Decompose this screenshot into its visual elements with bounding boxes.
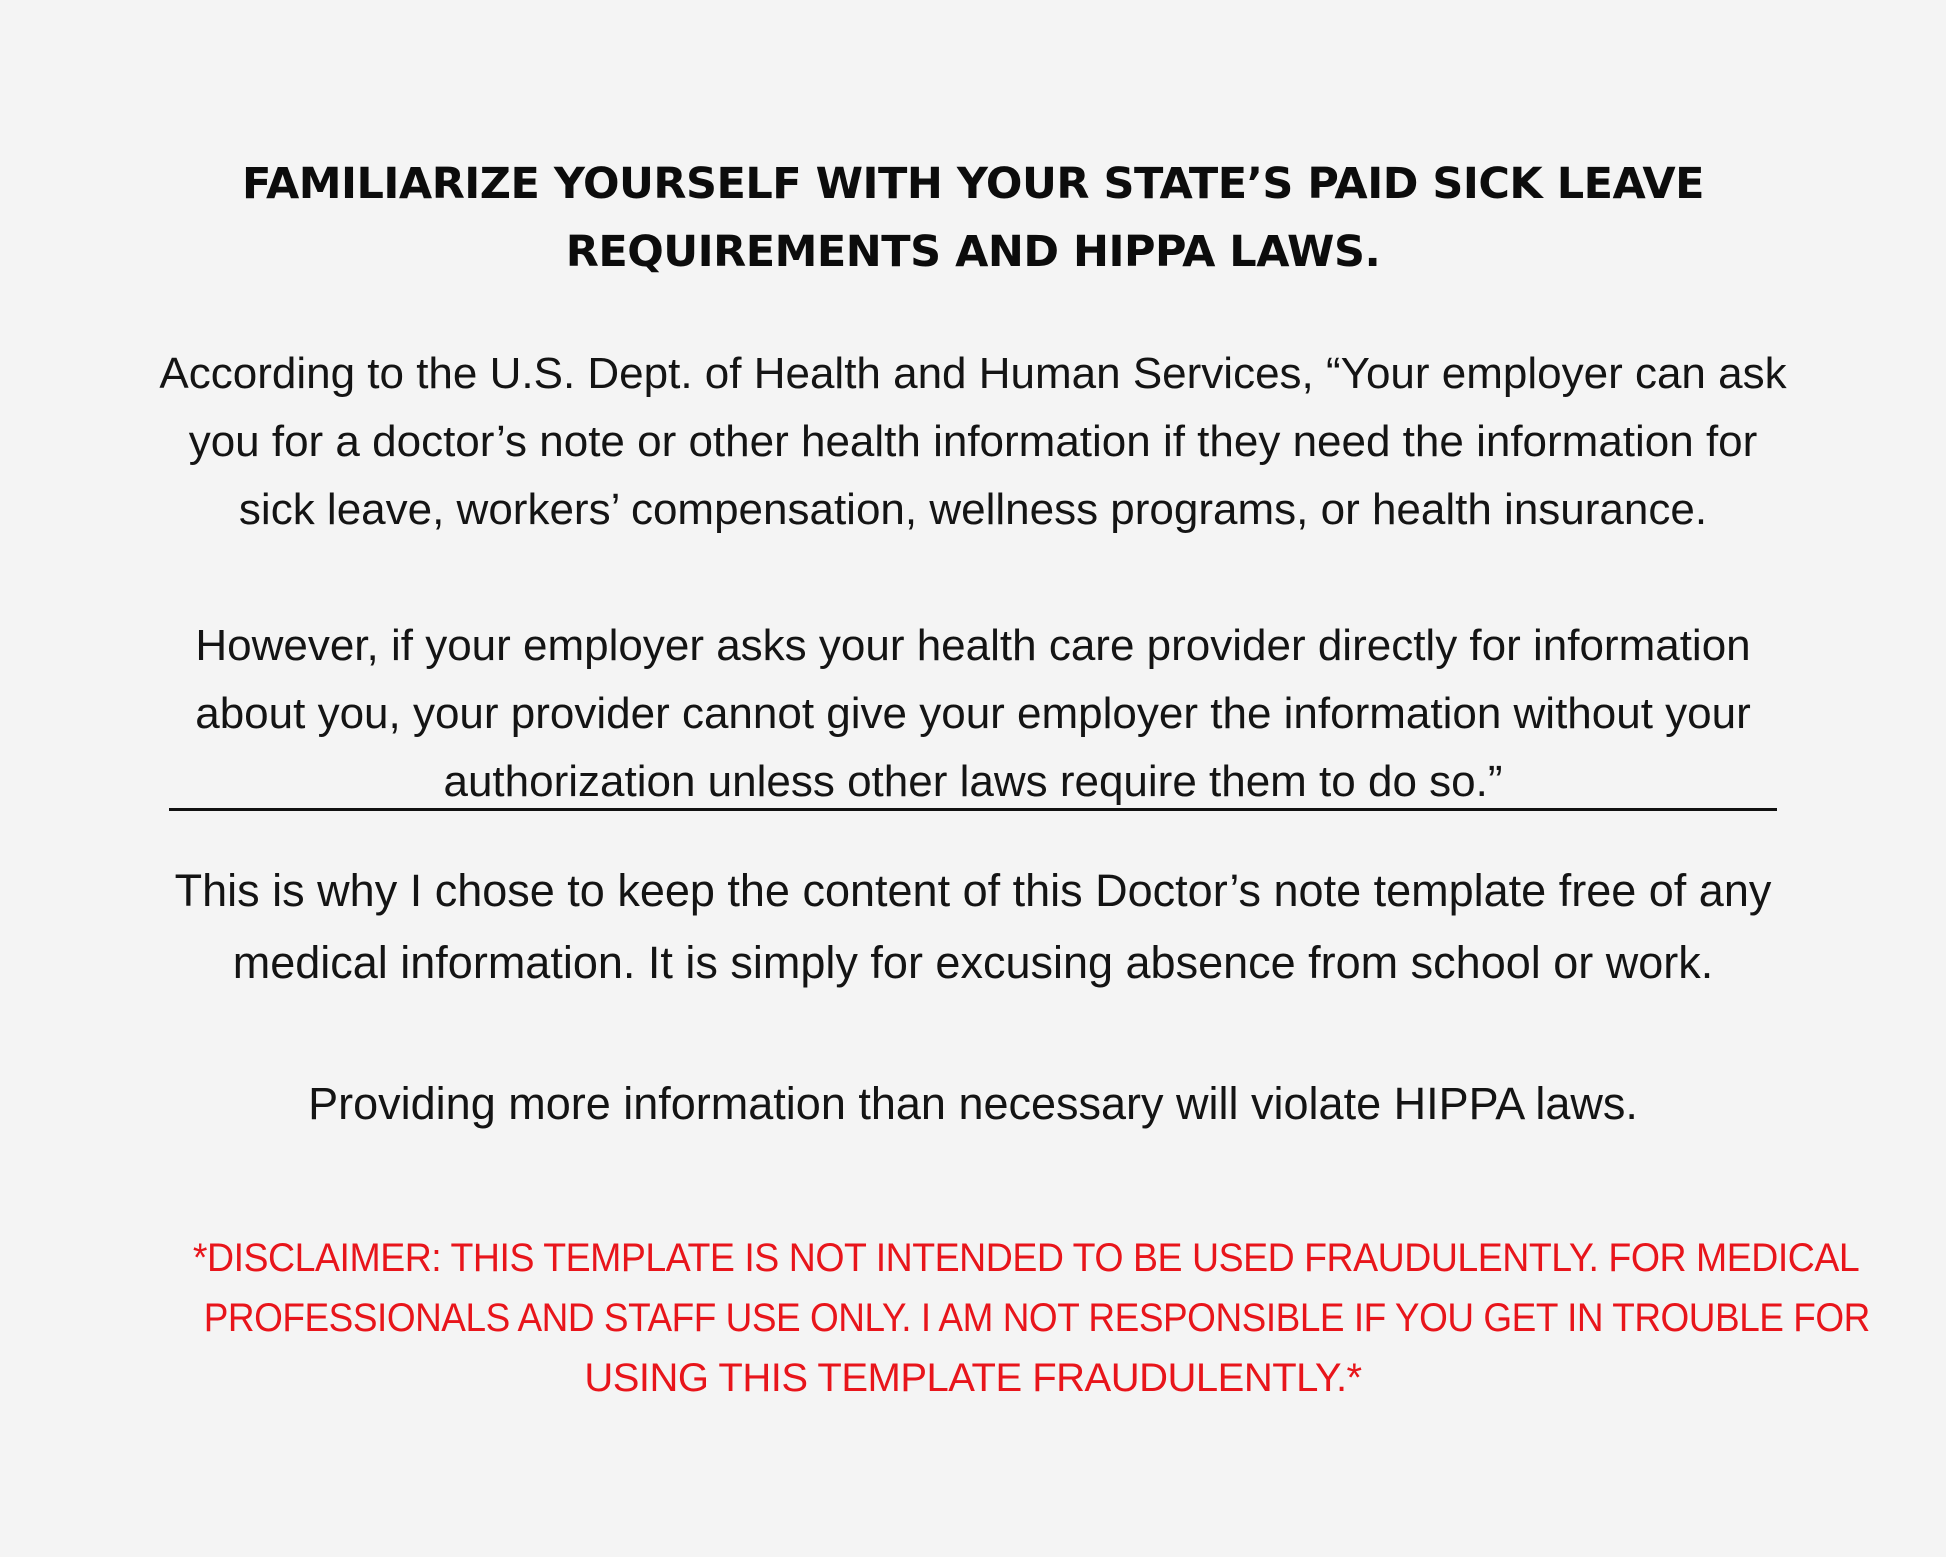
paragraph-line: medical information. It is simply for excusing absence from school or work. (232, 937, 1714, 988)
title-line: FAMILIARIZE YOURSELF WITH YOUR STATE’S PAID SICK LEAVE (242, 159, 1704, 209)
paragraph-line: sick leave, workers’ compensation, wellness programs, or health insurance. (238, 485, 1708, 534)
paragraph-line: you for a doctor’s note or other health information if they need the information for (188, 417, 1758, 466)
template-explanation-paragraph (140, 855, 1806, 999)
paragraph-line: Providing more information than necessary will violate HIPPA laws. (308, 1078, 1638, 1129)
paragraph-line: According to the U.S. Dept. of Health and Human Services, “Your employer can ask (159, 349, 1787, 398)
paragraph-line: However, if your employer asks your health care provider directly for information (195, 621, 1751, 670)
hippa-warning-paragraph (140, 1070, 1806, 1138)
title-line: REQUIREMENTS AND HIPPA LAWS. (565, 227, 1381, 277)
section-divider (169, 808, 1777, 811)
disclaimer-line: PROFESSIONALS AND STAFF USE ONLY. I AM NOT RESPONSIBLE IF YOU GET IN TROUBLE FOR (203, 1296, 1870, 1340)
page-title (230, 150, 1716, 286)
hhs-quote-paragraph (140, 340, 1806, 544)
paragraph-line: This is why I chose to keep the content of this Doctor’s note template free of any (174, 865, 1772, 916)
disclaimer-line: *DISCLAIMER: THIS TEMPLATE IS NOT INTENDED TO BE USED FRAUDULENTLY. FOR MEDICAL (192, 1236, 1860, 1280)
provider-authorization-paragraph (140, 612, 1806, 816)
paragraph-line: about you, your provider cannot give your employer the information without your (195, 689, 1751, 738)
disclaimer-line: USING THIS TEMPLATE FRAUDULENTLY.* (584, 1356, 1362, 1400)
disclaimer-text (140, 1228, 1870, 1408)
paragraph-line: authorization unless other laws require them to do so.” (443, 757, 1503, 806)
